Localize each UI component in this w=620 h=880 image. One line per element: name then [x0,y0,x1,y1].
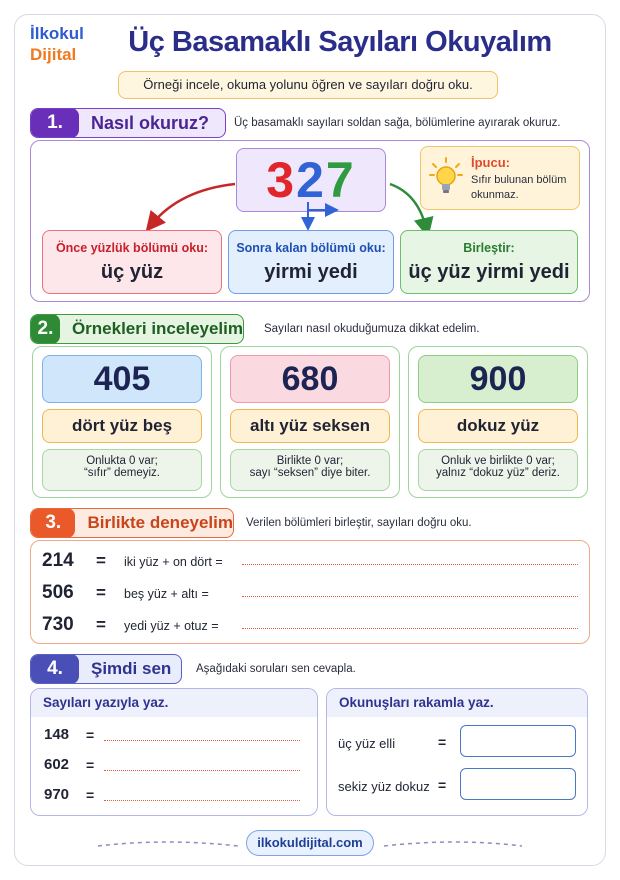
section-3-title: Birlikte deneyelim [87,513,233,532]
section-1-title: Nasıl okuruz? [91,112,210,133]
write-digits-title: Okunuşları rakamla yaz. [327,689,587,717]
digit-hundreds: 3 [266,152,297,208]
tip-text-line-1: Sıfır bulunan bölüm [471,174,567,186]
write-words-title: Sayıları yazıyla yaz. [31,689,317,717]
example-note-line-1: Onluk ve birlikte 0 var; [441,455,555,467]
write-number-3: 970 [44,786,70,803]
example-number: 900 [418,355,578,403]
section-4-header [30,654,182,684]
reading-equals-1: = [438,734,447,750]
example-reading: altı yüz seksen [230,409,390,443]
tip-box [420,146,580,210]
reading-equals-2: = [438,777,447,793]
example-note [42,449,202,491]
step-2-value: yirmi yedi [264,261,358,283]
example-reading: dokuz yüz [418,409,578,443]
footer-website-link[interactable]: ilkokuldijital.com [246,830,374,856]
example-reading: dört yüz beş [42,409,202,443]
section-3-header [30,508,234,538]
section-3-description: Verilen bölümleri birleştir, sayıları doğru oku. [246,517,472,529]
section-2-description: Sayıları nasıl okuduğumuza dikkat edelim. [264,323,480,335]
practice-parts-1: iki yüz + on dört = [124,555,223,569]
section-1-number: 1. [31,108,79,138]
reading-prompt-2: sekiz yüz dokuz [338,779,430,794]
step-3-label: Birleştir: [463,241,515,255]
section-2-title: Örnekleri inceleyelim [71,319,243,338]
example-card-405 [32,346,212,498]
example-note-line-1: Birlikte 0 var; [276,455,344,467]
digits-answer-box-2[interactable] [460,768,576,800]
write-equals-3: = [86,787,95,803]
practice-parts-3: yedi yüz + otuz = [124,619,219,633]
logo-line-1: İlkokul [30,24,84,43]
instruction-banner: Örneği incele, okuma yolunu öğren ve sayıları doğru oku. [118,71,498,99]
step-box-hundreds [42,230,222,294]
step-box-combine [400,230,578,294]
example-note [418,449,578,491]
write-equals-2: = [86,757,95,773]
example-card-680 [220,346,400,498]
tip-title: İpucu: [471,155,510,170]
example-note-line-2: “sıfır” demeyiz. [83,467,161,479]
reading-prompt-1: üç yüz elli [338,736,396,751]
section-3-number: 3. [31,508,75,538]
example-note-line-2: yalnız “dokuz yüz” deriz. [436,467,560,479]
write-answer-line-3[interactable] [104,800,300,801]
step-2-label: Sonra kalan bölümü oku: [236,241,386,255]
example-number: 405 [42,355,202,403]
write-number-1: 148 [44,726,70,743]
practice-equals-3: = [96,615,106,634]
practice-parts-2: beş yüz + altı = [124,587,209,601]
practice-answer-line-2[interactable] [242,596,578,597]
practice-equals-2: = [96,583,106,602]
step-1-value: üç yüz [100,261,164,283]
digit-tens: 2 [296,152,326,208]
digits-answer-box-1[interactable] [460,725,576,757]
tip-text-line-2: okunmaz. [471,189,519,201]
practice-number-3: 730 [42,614,74,635]
practice-number-2: 506 [42,582,74,603]
practice-answer-line-3[interactable] [242,628,578,629]
practice-number-1: 214 [42,550,74,571]
logo-line-2: Dijital [30,45,77,64]
practice-answer-line-1[interactable] [242,564,578,565]
write-equals-1: = [86,727,95,743]
section-4-description: Aşağıdaki soruları sen cevapla. [196,663,356,675]
write-number-2: 602 [44,756,70,773]
arrow-to-hundreds [152,184,235,224]
example-card-900 [408,346,588,498]
example-number: 680 [230,355,390,403]
section-1-header [30,108,226,138]
digit-ones: 7 [325,152,356,208]
example-note-line-1: Onlukta 0 var; [86,455,158,467]
write-answer-line-2[interactable] [104,770,300,771]
section-4-title: Şimdi sen [91,659,172,678]
section-4-number: 4. [31,654,79,684]
section-1-description: Üç basamaklı sayıları soldan sağa, bölümlerine ayırarak okuruz. [234,117,561,129]
step-box-remainder [228,230,394,294]
example-note [230,449,390,491]
example-note-line-2: sayı “seksen” diye biter. [249,467,371,479]
page-title: Üç Basamaklı Sayıları Okuyalım [128,26,552,58]
practice-equals-1: = [96,551,106,570]
section-2-header [30,314,244,344]
write-answer-line-1[interactable] [104,740,300,741]
section-2-number: 2. [31,314,60,344]
step-3-value: üç yüz yirmi yedi [408,261,570,283]
lightbulb-icon [429,157,463,197]
step-1-label: Önce yüzlük bölümü oku: [55,241,209,255]
